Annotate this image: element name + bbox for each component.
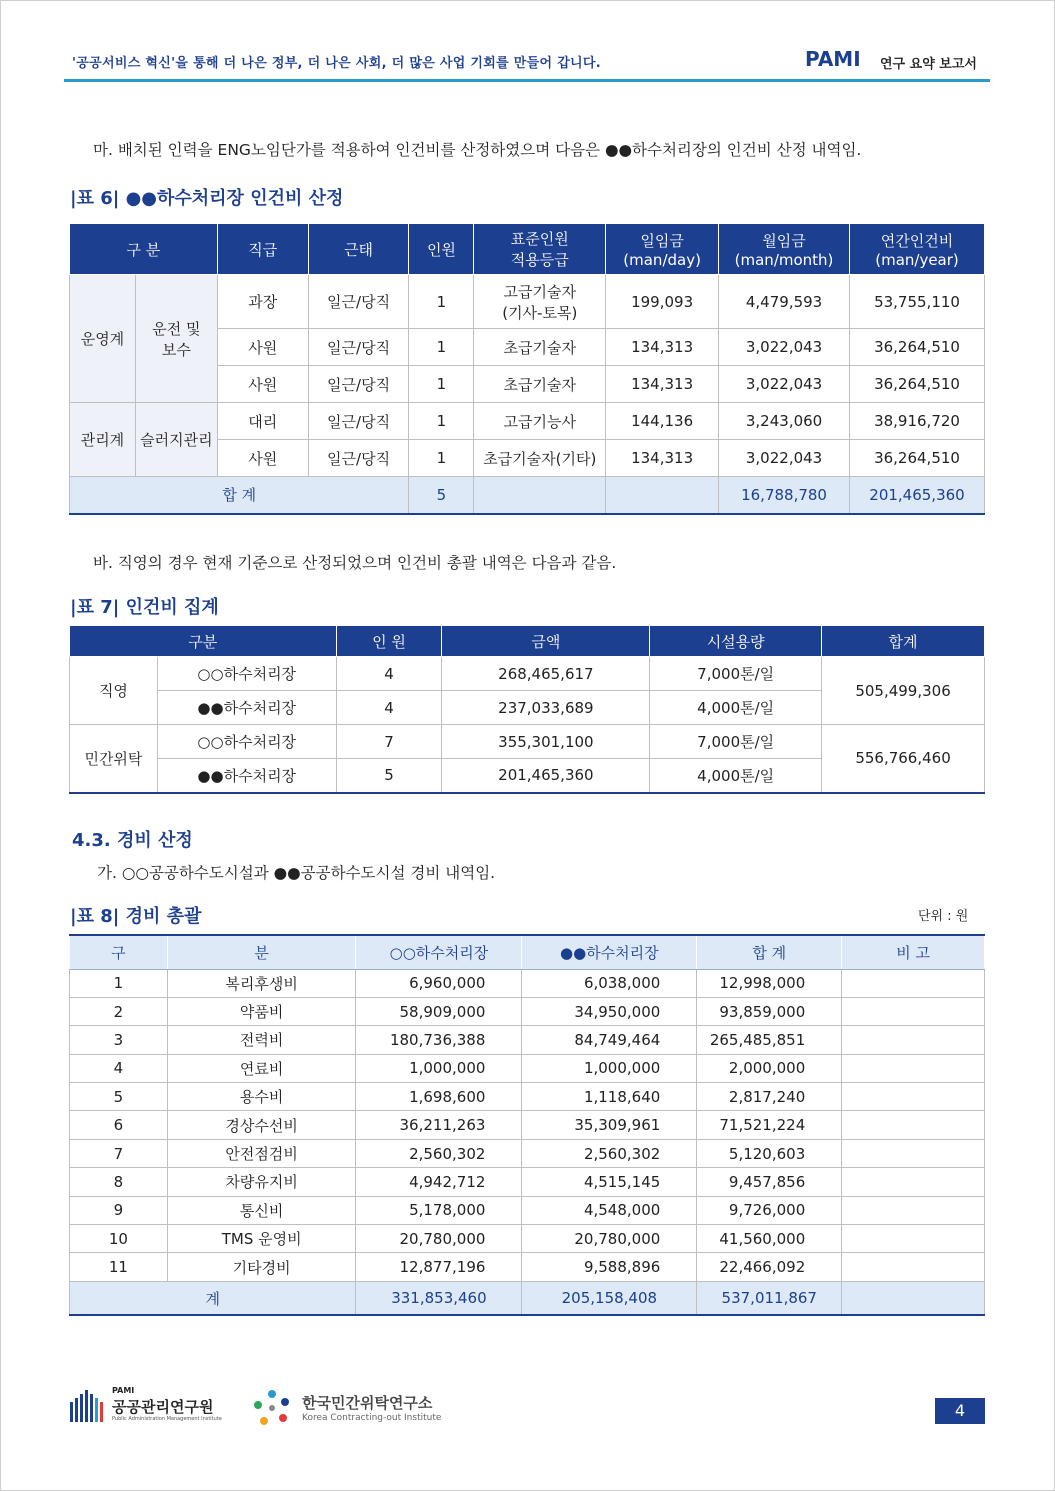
table-cell: 1 xyxy=(409,329,474,366)
table-row xyxy=(70,1253,985,1281)
table6-total-label: 합 계 xyxy=(70,477,409,514)
table-cell: 1,698,600 xyxy=(356,1083,522,1111)
table-cell: ○○하수처리장 xyxy=(157,657,336,691)
table6-total-count: 5 xyxy=(409,477,474,514)
table-cell: 통신비 xyxy=(167,1196,356,1224)
table-cell: 초급기술자(기타) xyxy=(474,440,606,477)
table-cell: 22,466,092 xyxy=(697,1253,842,1281)
table-cell xyxy=(474,477,606,514)
table-cell xyxy=(842,1253,985,1281)
table-cell: 경상수선비 xyxy=(167,1111,356,1139)
table6-total-row xyxy=(70,477,985,514)
table8-total-label: 계 xyxy=(70,1281,356,1315)
table-cell xyxy=(842,1083,985,1111)
table7-sum-private: 556,766,460 xyxy=(822,725,985,793)
table-cell: 4,479,593 xyxy=(719,275,850,329)
table7-header-count: 인 원 xyxy=(336,626,442,657)
table-cell: ●●하수처리장 xyxy=(157,759,336,793)
table-cell: 268,465,617 xyxy=(442,657,650,691)
table-cell: 36,264,510 xyxy=(850,366,985,403)
header-brand: PAMI xyxy=(805,47,861,71)
table-cell: 3,243,060 xyxy=(719,403,850,440)
table8-unit: 단위 : 원 xyxy=(918,909,969,924)
table-cell: 일근/당직 xyxy=(308,366,409,403)
table-cell: ○○하수처리장 xyxy=(157,725,336,759)
table-cell: 201,465,360 xyxy=(442,759,650,793)
table-cell: 38,916,720 xyxy=(850,403,985,440)
table-cell: 사원 xyxy=(217,366,308,403)
table-cell: 7 xyxy=(336,725,442,759)
table8-total-sum: 537,011,867 xyxy=(697,1281,842,1315)
table6-total-annual: 201,465,360 xyxy=(850,477,985,514)
table-cell: 1 xyxy=(409,440,474,477)
table-cell: 전력비 xyxy=(167,1026,356,1054)
table-cell xyxy=(842,997,985,1025)
table-cell xyxy=(842,1168,985,1196)
table6-header-count: 인원 xyxy=(409,224,474,275)
table-cell: 9,726,000 xyxy=(697,1196,842,1224)
table-cell: 134,313 xyxy=(606,440,719,477)
table-cell: ●●하수처리장 xyxy=(157,691,336,725)
table-cell xyxy=(842,1225,985,1253)
table-cell: 265,485,851 xyxy=(697,1026,842,1054)
header-divider xyxy=(64,79,990,82)
table-cell: 41,560,000 xyxy=(697,1225,842,1253)
table-cell: 2,560,302 xyxy=(522,1139,697,1167)
table-cell: 차량유지비 xyxy=(167,1168,356,1196)
table-cell: 4,000톤/일 xyxy=(650,759,822,793)
table-cell: 일근/당직 xyxy=(308,403,409,440)
table-cell: 5,120,603 xyxy=(697,1139,842,1167)
header-report-label: 연구 요약 보고서 xyxy=(880,57,977,72)
table-cell: 53,755,110 xyxy=(850,275,985,329)
page-number: 4 xyxy=(935,1398,985,1424)
table-cell: 11 xyxy=(70,1253,168,1281)
table-cell: 기타경비 xyxy=(167,1253,356,1281)
table-row xyxy=(70,1168,985,1196)
table8-header-gu: 구 xyxy=(70,935,168,969)
table-cell: 4 xyxy=(336,657,442,691)
table-cell: 4,000톤/일 xyxy=(650,691,822,725)
table-cell: 안전점검비 xyxy=(167,1139,356,1167)
table-cell: 3 xyxy=(70,1026,168,1054)
table6-header-annual: 연간인건비 (man/year) xyxy=(850,224,985,275)
pami-small-text: PAMI xyxy=(112,1386,135,1395)
table-cell: TMS 운영비 xyxy=(167,1225,356,1253)
table-row xyxy=(70,969,985,997)
table8-header-plant-b: ●●하수처리장 xyxy=(522,935,697,969)
table6 xyxy=(69,223,985,515)
paragraph-ma: 마. 배치된 인력을 ENG노임단가를 적용하여 인건비를 산정하였으며 다음은 ●●하수처리장의 인건비 산정 내역임. xyxy=(93,141,862,159)
table-row xyxy=(70,1196,985,1224)
table-row xyxy=(70,725,985,759)
table6-header-grade: 표준인원 적용등급 xyxy=(474,224,606,275)
table-row xyxy=(70,1083,985,1111)
table-cell: 6 xyxy=(70,1111,168,1139)
table7-header-amount: 금액 xyxy=(442,626,650,657)
table7-group-direct: 직영 xyxy=(70,657,158,725)
kci-logo xyxy=(252,1388,452,1428)
table-cell: 일근/당직 xyxy=(308,329,409,366)
table-cell: 사원 xyxy=(217,329,308,366)
table-cell: 12,877,196 xyxy=(356,1253,522,1281)
table-cell: 대리 xyxy=(217,403,308,440)
table-cell: 3,022,043 xyxy=(719,440,850,477)
table6-total-monthly: 16,788,780 xyxy=(719,477,850,514)
table-cell xyxy=(842,1054,985,1082)
table-cell: 36,211,263 xyxy=(356,1111,522,1139)
table-cell: 1,118,640 xyxy=(522,1083,697,1111)
table-cell: 1 xyxy=(409,275,474,329)
table-row xyxy=(70,1054,985,1082)
table-cell: 36,264,510 xyxy=(850,329,985,366)
table-cell: 35,309,961 xyxy=(522,1111,697,1139)
table-row xyxy=(70,1139,985,1167)
table-cell: 용수비 xyxy=(167,1083,356,1111)
table-cell: 고급기술자 (기사-토목) xyxy=(474,275,606,329)
table-cell: 237,033,689 xyxy=(442,691,650,725)
table-cell: 7,000톤/일 xyxy=(650,657,822,691)
table8-header-plant-a: ○○하수처리장 xyxy=(356,935,522,969)
table-cell: 2 xyxy=(70,997,168,1025)
table6-subgroup-ops: 운전 및 보수 xyxy=(135,275,217,403)
kci-name: 한국민간위탁연구소 xyxy=(302,1394,433,1412)
table8-total-b: 205,158,408 xyxy=(522,1281,697,1315)
table-cell: 3,022,043 xyxy=(719,329,850,366)
table-cell xyxy=(842,1111,985,1139)
paragraph-ga: 가. ○○공공하수도시설과 ●●공공하수도시설 경비 내역임. xyxy=(97,864,496,882)
table-cell: 12,998,000 xyxy=(697,969,842,997)
pami-en-name: Public Administration Management Institute xyxy=(112,1416,222,1422)
table-cell: 2,817,240 xyxy=(697,1083,842,1111)
table-cell: 71,521,224 xyxy=(697,1111,842,1139)
kci-en-name: Korea Contracting-out Institute xyxy=(302,1413,442,1423)
table7-header-gubun: 구분 xyxy=(70,626,337,657)
table-cell: 사원 xyxy=(217,440,308,477)
table-cell: 2,560,302 xyxy=(356,1139,522,1167)
table-cell: 5,178,000 xyxy=(356,1196,522,1224)
table-cell: 2,000,000 xyxy=(697,1054,842,1082)
table6-subgroup-mgmt: 슬러지관리 xyxy=(135,403,217,477)
table-cell: 199,093 xyxy=(606,275,719,329)
table7-title: |표 7| 인건비 집계 xyxy=(70,597,219,618)
table6-header-work: 근태 xyxy=(308,224,409,275)
table7 xyxy=(69,625,985,794)
table-cell: 34,950,000 xyxy=(522,997,697,1025)
table7-header-total: 합계 xyxy=(822,626,985,657)
table7-header-capacity: 시설용량 xyxy=(650,626,822,657)
table-cell: 355,301,100 xyxy=(442,725,650,759)
table-cell: 84,749,464 xyxy=(522,1026,697,1054)
pami-name: 공공관리연구원 xyxy=(112,1398,214,1416)
table7-sum-direct: 505,499,306 xyxy=(822,657,985,725)
table-row xyxy=(70,1026,985,1054)
table-cell: 8 xyxy=(70,1168,168,1196)
table-cell: 5 xyxy=(70,1083,168,1111)
table-cell: 1 xyxy=(70,969,168,997)
table-cell: 초급기술자 xyxy=(474,329,606,366)
table-row xyxy=(70,657,985,691)
table-cell xyxy=(842,1196,985,1224)
pami-logo xyxy=(68,1386,228,1426)
paragraph-ba: 바. 직영의 경우 현재 기준으로 산정되었으며 인건비 총괄 내역은 다음과 같음. xyxy=(93,554,617,572)
table-cell: 9,588,896 xyxy=(522,1253,697,1281)
table-cell: 일근/당직 xyxy=(308,440,409,477)
table-cell: 58,909,000 xyxy=(356,997,522,1025)
table-cell: 20,780,000 xyxy=(522,1225,697,1253)
table8-total-row xyxy=(70,1281,985,1315)
table-cell: 약품비 xyxy=(167,997,356,1025)
table-cell xyxy=(606,477,719,514)
table6-title: |표 6| ●●하수처리장 인건비 산정 xyxy=(70,188,344,209)
table-cell: 144,136 xyxy=(606,403,719,440)
table-row xyxy=(70,403,985,440)
table-row xyxy=(70,275,985,329)
table6-header-gubun: 구 분 xyxy=(70,224,218,275)
table-cell: 고급기능사 xyxy=(474,403,606,440)
table-cell: 93,859,000 xyxy=(697,997,842,1025)
table-cell: 20,780,000 xyxy=(356,1225,522,1253)
table-cell: 일근/당직 xyxy=(308,275,409,329)
table-cell: 연료비 xyxy=(167,1054,356,1082)
table-cell: 초급기술자 xyxy=(474,366,606,403)
table-cell: 10 xyxy=(70,1225,168,1253)
table-cell: 4,515,145 xyxy=(522,1168,697,1196)
table-cell xyxy=(842,1026,985,1054)
table8-header-note: 비 고 xyxy=(842,935,985,969)
table7-group-private: 민간위탁 xyxy=(70,725,158,793)
table-cell: 6,038,000 xyxy=(522,969,697,997)
table-cell: 7 xyxy=(70,1139,168,1167)
table-cell xyxy=(842,1281,985,1315)
table-cell: 1 xyxy=(409,403,474,440)
table-cell: 7,000톤/일 xyxy=(650,725,822,759)
table-cell: 복리후생비 xyxy=(167,969,356,997)
table6-header-rank: 직급 xyxy=(217,224,308,275)
table-cell: 1,000,000 xyxy=(356,1054,522,1082)
pami-emblem-icon xyxy=(68,1388,106,1424)
table8-title: |표 8| 경비 총괄 xyxy=(70,906,202,927)
header-slogan: '공공서비스 혁신'을 통해 더 나은 정부, 더 나은 사회, 더 많은 사업 기회를 만들어 갑니다. xyxy=(72,56,602,71)
table-cell: 1 xyxy=(409,366,474,403)
table8-header-bun: 분 xyxy=(167,935,356,969)
table-cell: 134,313 xyxy=(606,366,719,403)
table-cell: 134,313 xyxy=(606,329,719,366)
table6-group-mgmt: 관리계 xyxy=(70,403,136,477)
table6-group-ops: 운영계 xyxy=(70,275,136,403)
table-cell: 5 xyxy=(336,759,442,793)
table-cell: 4,548,000 xyxy=(522,1196,697,1224)
table-row xyxy=(70,1111,985,1139)
table-cell: 180,736,388 xyxy=(356,1026,522,1054)
table-cell: 3,022,043 xyxy=(719,366,850,403)
table-cell: 4 xyxy=(70,1054,168,1082)
table-cell: 9 xyxy=(70,1196,168,1224)
table-cell: 1,000,000 xyxy=(522,1054,697,1082)
table-cell: 4,942,712 xyxy=(356,1168,522,1196)
table8 xyxy=(69,934,985,1316)
table-cell xyxy=(842,969,985,997)
table-cell: 9,457,856 xyxy=(697,1168,842,1196)
table-row xyxy=(70,1225,985,1253)
section-title: 4.3. 경비 산정 xyxy=(72,830,193,851)
table-cell: 36,264,510 xyxy=(850,440,985,477)
table-cell: 6,960,000 xyxy=(356,969,522,997)
table6-header-daily: 일임금 (man/day) xyxy=(606,224,719,275)
kci-emblem-icon xyxy=(252,1388,292,1428)
table-cell xyxy=(842,1139,985,1167)
table-cell: 과장 xyxy=(217,275,308,329)
table-cell: 4 xyxy=(336,691,442,725)
table8-header-sum: 합 계 xyxy=(697,935,842,969)
table8-total-a: 331,853,460 xyxy=(356,1281,522,1315)
table-row xyxy=(70,997,985,1025)
table6-header-monthly: 월임금 (man/month) xyxy=(719,224,850,275)
